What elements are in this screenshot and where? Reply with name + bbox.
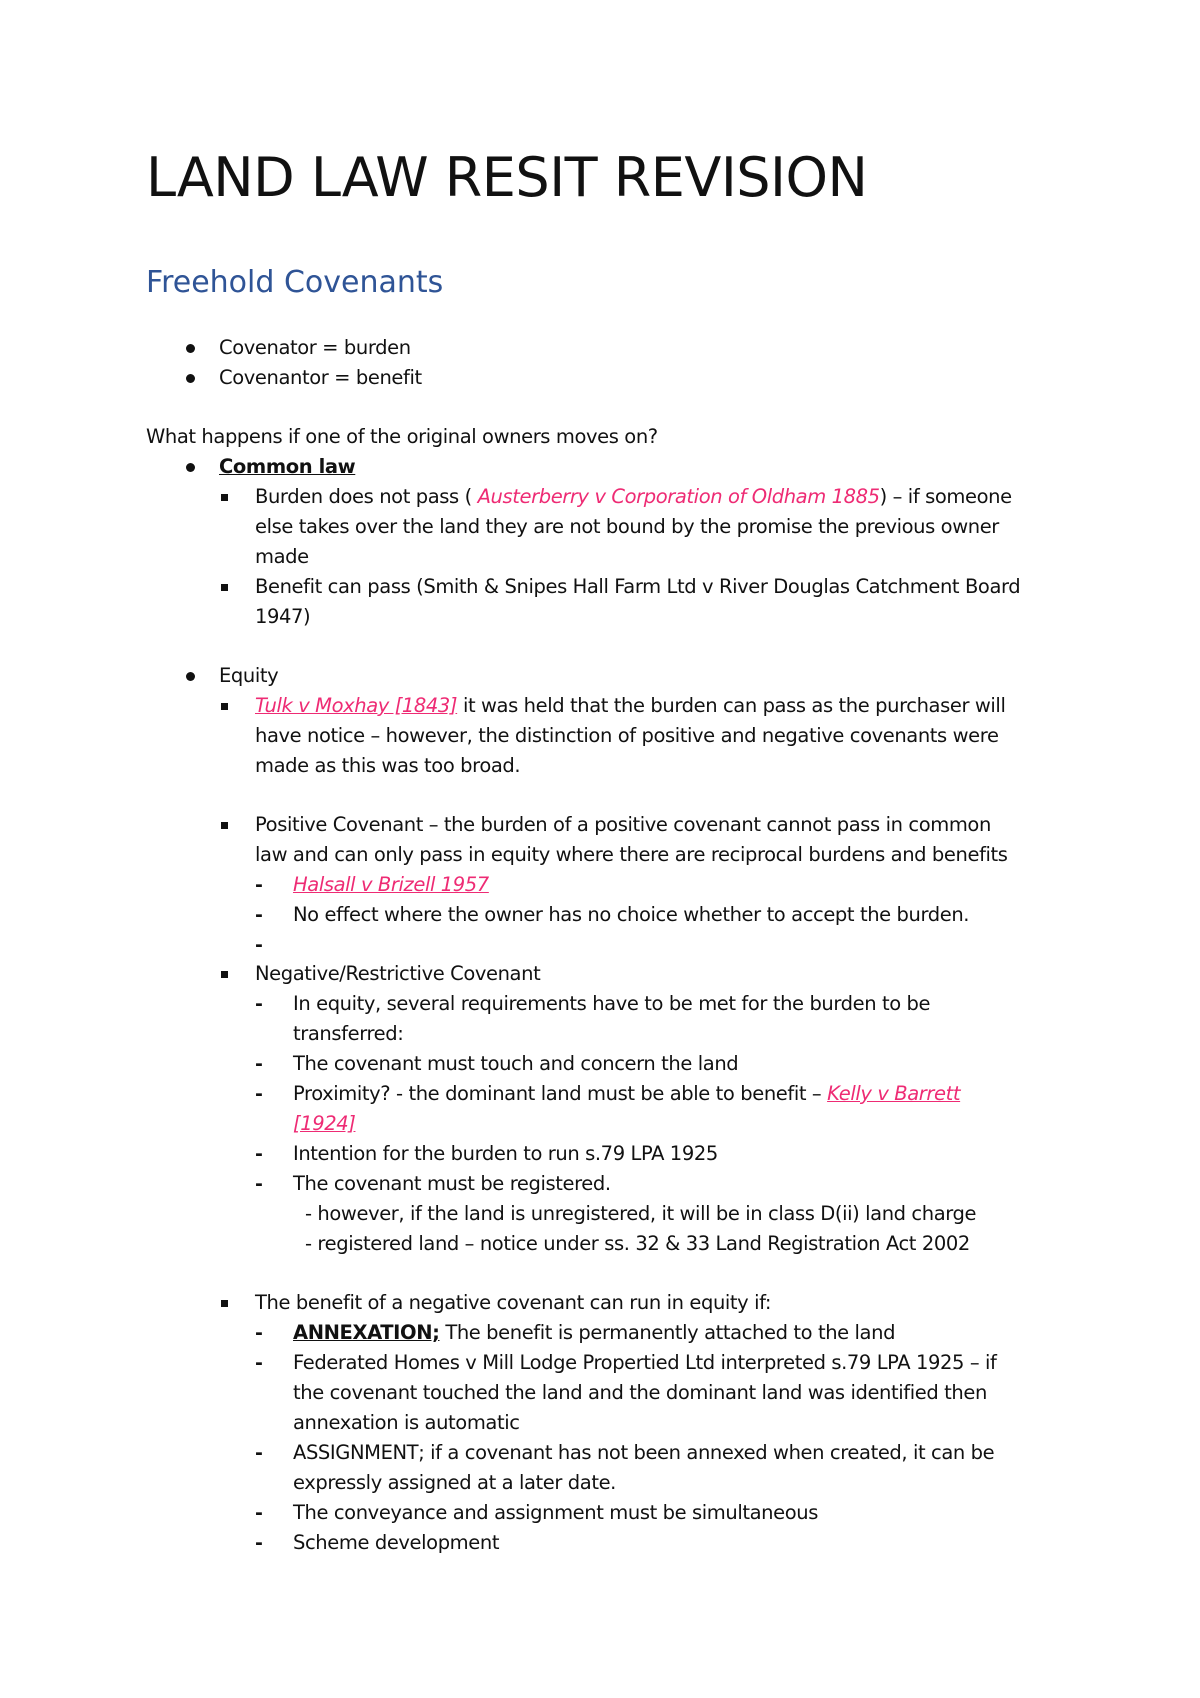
dash-icon: -	[255, 1083, 263, 1105]
dash-icon: -	[255, 1352, 263, 1374]
dash-icon: -	[255, 1502, 263, 1524]
case-kelly: Kelly v Barrett	[827, 1082, 961, 1105]
intro-bullet-1: Covenator = burden	[219, 336, 411, 359]
annexation-label: ANNEXATION;	[293, 1321, 440, 1344]
dash-icon: -	[255, 934, 263, 956]
intro-bullet-2: Covenantor = benefit	[219, 366, 422, 389]
negative-req-1: In equity, several requirements have to be met for the burden to be	[293, 992, 931, 1015]
bullet-icon	[186, 374, 195, 383]
scheme-line: Scheme development	[293, 1531, 500, 1554]
federated-line-2: the covenant touched the land and the dominant land was identified then	[293, 1381, 987, 1404]
dash-icon: -	[255, 993, 263, 1015]
negative-req-4: Intention for the burden to run s.79 LPA 1925	[293, 1142, 718, 1165]
dash-icon: -	[255, 1143, 263, 1165]
negative-req-5: The covenant must be registered.	[293, 1172, 611, 1195]
case-austerberry: Austerberry v Corporation of Oldham 1885	[477, 485, 880, 508]
square-bullet-icon	[221, 822, 228, 829]
assignment-line-1: ASSIGNMENT; if a covenant has not been annexed when created, it can be	[293, 1441, 995, 1464]
conveyance-line: The conveyance and assignment must be simultaneous	[293, 1501, 818, 1524]
tulk-line-3: made as this was too broad.	[255, 754, 521, 777]
req3-pre: Proximity? - the dominant land must be able to benefit –	[293, 1082, 828, 1105]
negative-req-3	[293, 1081, 960, 1107]
case-tulk: Tulk v Moxhay [1843]	[255, 694, 458, 717]
benefit-line-2: 1947)	[255, 605, 311, 628]
benefit-negative-label: The benefit of a negative covenant can run in equity if:	[255, 1291, 772, 1314]
dash-icon: -	[255, 1173, 263, 1195]
square-bullet-icon	[221, 1300, 228, 1307]
square-bullet-icon	[221, 703, 228, 710]
case-kelly-year: [1924]	[293, 1112, 356, 1135]
equity-label: Equity	[219, 664, 279, 687]
dash-icon: -	[255, 1053, 263, 1075]
bullet-icon	[186, 463, 195, 472]
tulk-line-1	[255, 693, 1005, 719]
square-bullet-icon	[221, 584, 228, 591]
bullet-icon	[186, 672, 195, 681]
no-effect-line: No effect where the owner has no choice whether to accept the burden.	[293, 903, 970, 926]
burden-line-2: else takes over the land they are not bound by the promise the previous owner	[255, 515, 999, 538]
negative-label: Negative/Restrictive Covenant	[255, 962, 541, 985]
annexation-line	[293, 1320, 895, 1346]
federated-line-1: Federated Homes v Mill Lodge Propertied Ltd interpreted s.79 LPA 1925 – if	[293, 1351, 997, 1374]
dash-icon: -	[255, 1532, 263, 1554]
burden-line-3: made	[255, 545, 309, 568]
burden-line-1	[255, 484, 1012, 510]
common-law-label: Common law	[219, 455, 356, 478]
square-bullet-icon	[221, 971, 228, 978]
positive-line-2: law and can only pass in equity where there are reciprocal burdens and benefits	[255, 843, 1008, 866]
dash-icon: -	[255, 1322, 263, 1344]
case-halsall: Halsall v Brizell 1957	[293, 873, 489, 896]
benefit-line-1: Benefit can pass (Smith & Snipes Hall Farm Ltd v River Douglas Catchment Board	[255, 575, 1021, 598]
burden-post: ) – if someone	[879, 485, 1012, 508]
dash-icon: -	[255, 874, 263, 896]
bullet-icon	[186, 344, 195, 353]
square-bullet-icon	[221, 494, 228, 501]
dash-icon: -	[255, 1442, 263, 1464]
negative-sub-2: - registered land – notice under ss. 32 & 33 Land Registration Act 2002	[305, 1232, 970, 1255]
burden-pre: Burden does not pass (	[255, 485, 478, 508]
federated-line-3: annexation is automatic	[293, 1411, 520, 1434]
negative-req-1b: transferred:	[293, 1022, 404, 1045]
dash-icon: -	[255, 904, 263, 926]
negative-sub-1: - however, if the land is unregistered, it will be in class D(ii) land charge	[305, 1202, 977, 1225]
document-title: LAND LAW RESIT REVISION	[146, 146, 868, 209]
negative-req-2: The covenant must touch and concern the land	[293, 1052, 739, 1075]
tulk-line-2: have notice – however, the distinction of positive and negative covenants were	[255, 724, 999, 747]
positive-line-1: Positive Covenant – the burden of a positive covenant cannot pass in common	[255, 813, 991, 836]
section-heading: Freehold Covenants	[146, 265, 444, 300]
tulk-post: it was held that the burden can pass as the purchaser will	[457, 694, 1006, 717]
annexation-text: The benefit is permanently attached to the land	[439, 1321, 896, 1344]
assignment-line-2: expressly assigned at a later date.	[293, 1471, 616, 1494]
question-text: What happens if one of the original owners moves on?	[146, 425, 658, 448]
